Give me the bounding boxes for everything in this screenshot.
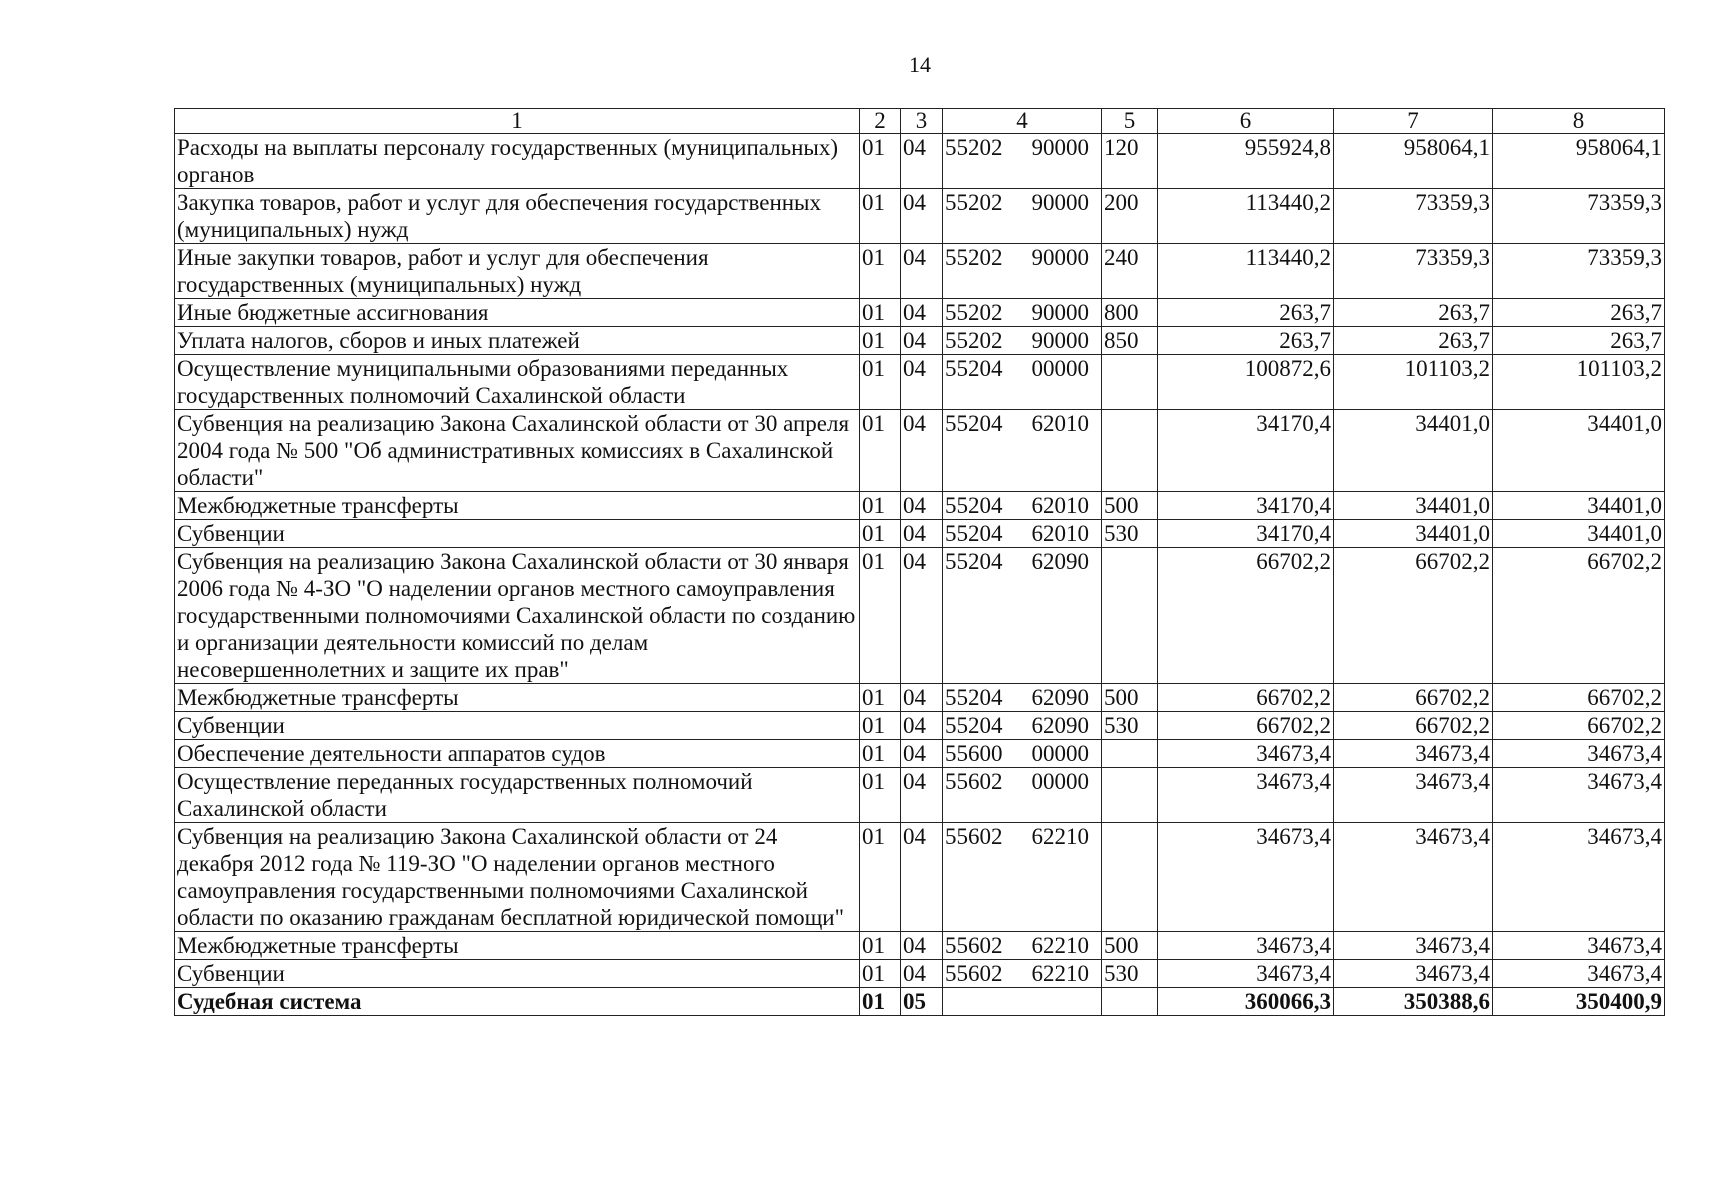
amount-col6-cell: 66702,2 — [1158, 684, 1334, 712]
target-article-program: 55204 — [945, 713, 1003, 738]
amount-col7-cell: 958064,1 — [1334, 134, 1493, 189]
amount-col6-cell: 34673,4 — [1158, 823, 1334, 932]
target-article-program: 55204 — [945, 549, 1003, 574]
subsection-code-cell: 04 — [901, 299, 943, 327]
amount-col7-cell: 34673,4 — [1334, 960, 1493, 988]
amount-col6-cell: 113440,2 — [1158, 244, 1334, 299]
expense-name-cell: Межбюджетные трансферты — [175, 492, 860, 520]
amount-col8-cell: 350400,9 — [1493, 988, 1665, 1016]
section-code-cell: 01 — [860, 740, 901, 768]
amount-col7-cell: 73359,3 — [1334, 189, 1493, 244]
expense-type-cell: 200 — [1102, 189, 1158, 244]
target-article-program: 55202 — [945, 300, 1003, 325]
table-row — [175, 740, 1665, 768]
amount-col7-cell: 350388,6 — [1334, 988, 1493, 1016]
subsection-code-cell: 04 — [901, 712, 943, 740]
target-article-cell — [943, 988, 1102, 1016]
amount-col6-cell: 34673,4 — [1158, 740, 1334, 768]
expense-name-cell: Субвенция на реализацию Закона Сахалинской области от 24 декабря 2012 года № 119-ЗО "О наделении органов местного самоуправления государственными полномочиями Сахалинской области по оказанию гражданам бесплатной юридической помощи" — [175, 823, 860, 932]
expense-type-cell: 530 — [1102, 520, 1158, 548]
target-article-cell — [943, 134, 1102, 189]
table-row — [175, 823, 1665, 932]
target-article-direction: 90000 — [1031, 245, 1089, 270]
target-article-cell — [943, 244, 1102, 299]
subsection-code-cell: 04 — [901, 355, 943, 410]
expense-name-cell: Межбюджетные трансферты — [175, 932, 860, 960]
expense-name-cell: Субвенция на реализацию Закона Сахалинской области от 30 апреля 2004 года № 500 "Об административных комиссиях в Сахалинской области" — [175, 410, 860, 492]
expense-name-cell: Судебная система — [175, 988, 860, 1016]
table-row — [175, 960, 1665, 988]
expense-name-cell: Обеспечение деятельности аппаратов судов — [175, 740, 860, 768]
subsection-code-cell: 04 — [901, 740, 943, 768]
amount-col8-cell: 34673,4 — [1493, 768, 1665, 823]
target-article-direction: 90000 — [1031, 190, 1089, 215]
expense-name-cell: Уплата налогов, сборов и иных платежей — [175, 327, 860, 355]
table-row — [175, 327, 1665, 355]
expense-type-cell — [1102, 768, 1158, 823]
amount-col7-cell: 34673,4 — [1334, 740, 1493, 768]
target-article-program: 55204 — [945, 685, 1003, 710]
expense-type-cell: 500 — [1102, 684, 1158, 712]
expense-name-cell: Иные закупки товаров, работ и услуг для обеспечения государственных (муниципальных) нужд — [175, 244, 860, 299]
target-article-direction: 62090 — [1031, 685, 1089, 710]
target-article-program: 55202 — [945, 328, 1003, 353]
target-article-direction: 00000 — [1031, 741, 1089, 766]
table-row — [175, 299, 1665, 327]
amount-col6-cell: 34170,4 — [1158, 410, 1334, 492]
expense-type-cell: 500 — [1102, 492, 1158, 520]
amount-col7-cell: 66702,2 — [1334, 712, 1493, 740]
target-article-program: 55202 — [945, 135, 1003, 160]
target-article-cell — [943, 410, 1102, 492]
target-article-cell — [943, 299, 1102, 327]
expense-name-cell: Иные бюджетные ассигнования — [175, 299, 860, 327]
amount-col8-cell: 73359,3 — [1493, 189, 1665, 244]
amount-col8-cell: 66702,2 — [1493, 548, 1665, 684]
subsection-code-cell: 04 — [901, 684, 943, 712]
subsection-code-cell: 04 — [901, 492, 943, 520]
expense-name-cell: Закупка товаров, работ и услуг для обеспечения государственных (муниципальных) нужд — [175, 189, 860, 244]
amount-col6-cell: 100872,6 — [1158, 355, 1334, 410]
column-number-cell: 4 — [943, 109, 1102, 134]
section-code-cell: 01 — [860, 548, 901, 684]
table-row — [175, 189, 1665, 244]
amount-col8-cell: 34673,4 — [1493, 740, 1665, 768]
amount-col7-cell: 34673,4 — [1334, 932, 1493, 960]
expense-name-cell: Субвенции — [175, 712, 860, 740]
amount-col6-cell: 34673,4 — [1158, 960, 1334, 988]
table-row — [175, 988, 1665, 1016]
section-code-cell: 01 — [860, 134, 901, 189]
amount-col7-cell: 263,7 — [1334, 299, 1493, 327]
target-article-cell — [943, 960, 1102, 988]
section-code-cell: 01 — [860, 960, 901, 988]
expense-name-cell: Осуществление муниципальными образованиями переданных государственных полномочий Сахалинской области — [175, 355, 860, 410]
amount-col6-cell: 263,7 — [1158, 327, 1334, 355]
column-number-row — [175, 109, 1665, 134]
column-number-cell: 7 — [1334, 109, 1493, 134]
subsection-code-cell: 04 — [901, 134, 943, 189]
expense-type-cell — [1102, 988, 1158, 1016]
target-article-cell — [943, 932, 1102, 960]
section-code-cell: 01 — [860, 299, 901, 327]
target-article-direction: 62210 — [1031, 933, 1089, 958]
expense-type-cell — [1102, 548, 1158, 684]
subsection-code-cell: 04 — [901, 768, 943, 823]
subsection-code-cell: 04 — [901, 244, 943, 299]
target-article-program: 55204 — [945, 356, 1003, 381]
target-article-cell — [943, 684, 1102, 712]
subsection-code-cell: 04 — [901, 823, 943, 932]
amount-col8-cell: 34673,4 — [1493, 823, 1665, 932]
page-number: 14 — [909, 52, 931, 77]
target-article-program: 55600 — [945, 741, 1003, 766]
table-row — [175, 548, 1665, 684]
table-row — [175, 768, 1665, 823]
expense-name-cell: Субвенция на реализацию Закона Сахалинской области от 30 января 2006 года № 4-ЗО "О наделении органов местного самоуправления государственными полномочиями Сахалинской области по созданию и организации деятельности комиссий по делам несовершеннолетних и защите их прав" — [175, 548, 860, 684]
target-article-cell — [943, 520, 1102, 548]
section-code-cell: 01 — [860, 327, 901, 355]
target-article-cell — [943, 355, 1102, 410]
amount-col8-cell: 73359,3 — [1493, 244, 1665, 299]
section-code-cell: 01 — [860, 712, 901, 740]
section-code-cell: 01 — [860, 768, 901, 823]
section-code-cell: 01 — [860, 355, 901, 410]
expense-name-cell: Субвенции — [175, 520, 860, 548]
table-row — [175, 684, 1665, 712]
target-article-cell — [943, 548, 1102, 684]
target-article-program: 55204 — [945, 521, 1003, 546]
section-code-cell: 01 — [860, 244, 901, 299]
amount-col6-cell: 66702,2 — [1158, 712, 1334, 740]
target-article-program: 55602 — [945, 961, 1003, 986]
amount-col7-cell: 34673,4 — [1334, 823, 1493, 932]
section-code-cell: 01 — [860, 189, 901, 244]
expense-type-cell: 500 — [1102, 932, 1158, 960]
target-article-program: 55204 — [945, 493, 1003, 518]
expense-type-cell: 240 — [1102, 244, 1158, 299]
amount-col7-cell: 73359,3 — [1334, 244, 1493, 299]
expense-type-cell: 530 — [1102, 712, 1158, 740]
column-number-cell: 3 — [901, 109, 943, 134]
amount-col7-cell: 34673,4 — [1334, 768, 1493, 823]
expense-type-cell: 120 — [1102, 134, 1158, 189]
amount-col6-cell: 34673,4 — [1158, 768, 1334, 823]
expense-name-cell: Осуществление переданных государственных полномочий Сахалинской области — [175, 768, 860, 823]
amount-col6-cell: 66702,2 — [1158, 548, 1334, 684]
section-code-cell: 01 — [860, 684, 901, 712]
section-code-cell: 01 — [860, 823, 901, 932]
column-number-cell: 5 — [1102, 109, 1158, 134]
subsection-code-cell: 05 — [901, 988, 943, 1016]
amount-col7-cell: 101103,2 — [1334, 355, 1493, 410]
subsection-code-cell: 04 — [901, 932, 943, 960]
expense-name-cell: Межбюджетные трансферты — [175, 684, 860, 712]
amount-col8-cell: 263,7 — [1493, 299, 1665, 327]
target-article-direction: 00000 — [1031, 356, 1089, 381]
target-article-program: 55202 — [945, 245, 1003, 270]
target-article-direction: 90000 — [1031, 300, 1089, 325]
target-article-program: 55602 — [945, 769, 1003, 794]
target-article-program: 55202 — [945, 190, 1003, 215]
table-row — [175, 520, 1665, 548]
amount-col7-cell: 34401,0 — [1334, 492, 1493, 520]
target-article-program: 55602 — [945, 933, 1003, 958]
amount-col8-cell: 66702,2 — [1493, 684, 1665, 712]
target-article-direction: 62210 — [1031, 824, 1089, 849]
expense-type-cell — [1102, 740, 1158, 768]
column-number-cell: 2 — [860, 109, 901, 134]
amount-col6-cell: 34170,4 — [1158, 492, 1334, 520]
amount-col6-cell: 34673,4 — [1158, 932, 1334, 960]
amount-col8-cell: 34401,0 — [1493, 492, 1665, 520]
amount-col8-cell: 66702,2 — [1493, 712, 1665, 740]
target-article-direction: 62210 — [1031, 961, 1089, 986]
table-body — [175, 109, 1665, 1016]
table-row — [175, 244, 1665, 299]
target-article-cell — [943, 189, 1102, 244]
amount-col7-cell: 263,7 — [1334, 327, 1493, 355]
target-article-direction: 62090 — [1031, 549, 1089, 574]
budget-table — [174, 108, 1665, 1016]
expense-type-cell — [1102, 355, 1158, 410]
expense-type-cell — [1102, 410, 1158, 492]
subsection-code-cell: 04 — [901, 327, 943, 355]
amount-col6-cell: 955924,8 — [1158, 134, 1334, 189]
subsection-code-cell: 04 — [901, 189, 943, 244]
table-row — [175, 932, 1665, 960]
expense-type-cell: 530 — [1102, 960, 1158, 988]
target-article-direction: 90000 — [1031, 135, 1089, 160]
amount-col7-cell: 34401,0 — [1334, 410, 1493, 492]
subsection-code-cell: 04 — [901, 548, 943, 684]
section-code-cell: 01 — [860, 932, 901, 960]
subsection-code-cell: 04 — [901, 520, 943, 548]
amount-col8-cell: 958064,1 — [1493, 134, 1665, 189]
target-article-program: 55204 — [945, 411, 1003, 436]
target-article-direction: 00000 — [1031, 769, 1089, 794]
target-article-cell — [943, 823, 1102, 932]
amount-col7-cell: 66702,2 — [1334, 684, 1493, 712]
target-article-cell — [943, 492, 1102, 520]
target-article-cell — [943, 740, 1102, 768]
amount-col8-cell: 101103,2 — [1493, 355, 1665, 410]
target-article-cell — [943, 768, 1102, 823]
amount-col6-cell: 34170,4 — [1158, 520, 1334, 548]
target-article-direction: 90000 — [1031, 328, 1089, 353]
target-article-program: 55602 — [945, 824, 1003, 849]
target-article-direction: 62010 — [1031, 493, 1089, 518]
amount-col7-cell: 66702,2 — [1334, 548, 1493, 684]
target-article-direction: 62010 — [1031, 521, 1089, 546]
expense-type-cell: 800 — [1102, 299, 1158, 327]
amount-col6-cell: 263,7 — [1158, 299, 1334, 327]
amount-col8-cell: 263,7 — [1493, 327, 1665, 355]
table-row — [175, 134, 1665, 189]
column-number-cell: 6 — [1158, 109, 1334, 134]
column-number-cell: 1 — [175, 109, 860, 134]
subsection-code-cell: 04 — [901, 410, 943, 492]
amount-col6-cell: 113440,2 — [1158, 189, 1334, 244]
column-number-cell: 8 — [1493, 109, 1665, 134]
amount-col7-cell: 34401,0 — [1334, 520, 1493, 548]
table-row — [175, 712, 1665, 740]
table-row — [175, 410, 1665, 492]
amount-col8-cell: 34401,0 — [1493, 520, 1665, 548]
table-row — [175, 492, 1665, 520]
expense-name-cell: Расходы на выплаты персоналу государственных (муниципальных) органов — [175, 134, 860, 189]
amount-col8-cell: 34401,0 — [1493, 410, 1665, 492]
expense-name-cell: Субвенции — [175, 960, 860, 988]
target-article-cell — [943, 712, 1102, 740]
target-article-direction: 62090 — [1031, 713, 1089, 738]
section-code-cell: 01 — [860, 410, 901, 492]
target-article-cell — [943, 327, 1102, 355]
expense-type-cell: 850 — [1102, 327, 1158, 355]
target-article-direction: 62010 — [1031, 411, 1089, 436]
amount-col6-cell: 360066,3 — [1158, 988, 1334, 1016]
table-row — [175, 355, 1665, 410]
expense-type-cell — [1102, 823, 1158, 932]
subsection-code-cell: 04 — [901, 960, 943, 988]
section-code-cell: 01 — [860, 520, 901, 548]
section-code-cell: 01 — [860, 492, 901, 520]
section-code-cell: 01 — [860, 988, 901, 1016]
amount-col8-cell: 34673,4 — [1493, 960, 1665, 988]
amount-col8-cell: 34673,4 — [1493, 932, 1665, 960]
